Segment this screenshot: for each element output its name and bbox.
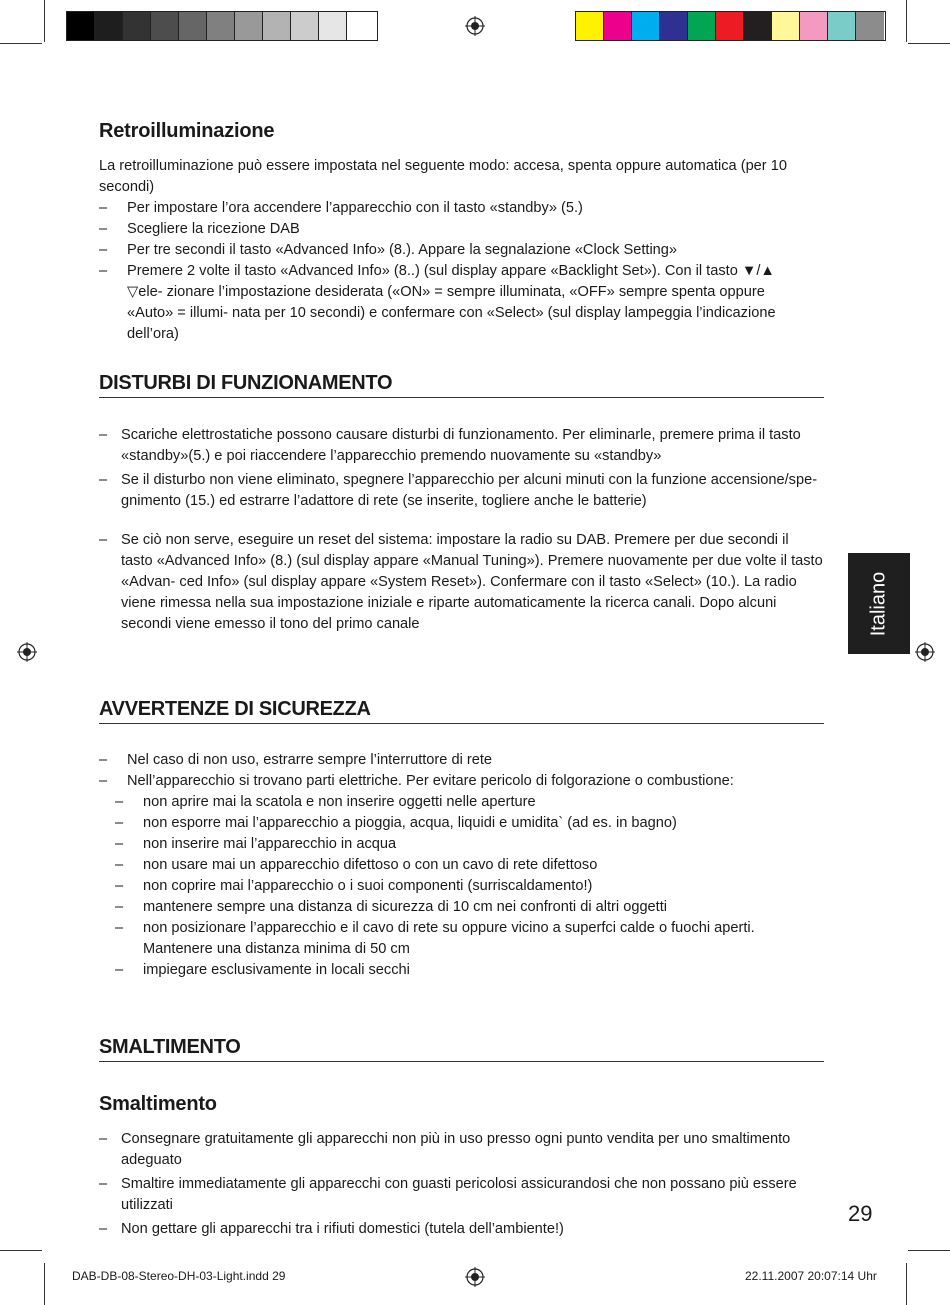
- registration-mark-icon: [17, 642, 37, 662]
- color-swatch: [67, 12, 95, 40]
- troubleshooting-heading: DISTURBI DI FUNZIONAMENTO: [99, 372, 824, 398]
- crop-mark: [0, 43, 42, 44]
- slug-timestamp: 22.11.2007 20:07:14 Uhr: [745, 1269, 877, 1283]
- list-item: – Smaltire immediatamente gli apparecchi con guasti pericolosi assicurandosi che non possano più essere utilizzati: [99, 1174, 799, 1216]
- color-swatch: [688, 12, 716, 40]
- slug-filename: DAB-DB-08-Stereo-DH-03-Light.indd 29: [72, 1269, 286, 1283]
- disposal-section-heading: SMALTIMENTO: [99, 1036, 824, 1062]
- page-number: 29: [848, 1201, 873, 1226]
- grayscale-calibration-bar: [66, 11, 378, 41]
- color-swatch: [716, 12, 744, 40]
- color-swatch: [576, 12, 604, 40]
- color-swatch: [291, 12, 319, 40]
- color-swatch: [660, 12, 688, 40]
- list-item: – Per impostare l’ora accendere l’apparecchio con il tasto «standby» (5.): [99, 198, 811, 219]
- color-swatch: [632, 12, 660, 40]
- crop-mark: [906, 0, 907, 42]
- list-item: – Non gettare gli apparecchi tra i rifiuti domestici (tutela dell’ambiente!): [99, 1219, 799, 1240]
- registration-mark-icon: [915, 642, 935, 662]
- crop-mark: [906, 1263, 907, 1305]
- language-tab-label: Italiano: [867, 571, 890, 636]
- troubleshooting-list: [99, 425, 824, 635]
- list-item: – non posizionare l’apparecchio e il cavo di rete su oppure vicino a superfci calde o fuochi aperti. Mantenere una distanza minima di 50 cm: [99, 918, 763, 960]
- color-swatch: [123, 12, 151, 40]
- list-item: – mantenere sempre una distanza di sicurezza di 10 cm nei confronti di altri oggetti: [99, 897, 824, 918]
- crop-mark: [0, 1250, 42, 1251]
- disposal-list: [99, 1129, 799, 1240]
- crop-mark: [908, 1250, 950, 1251]
- list-item: – non esporre mai l’apparecchio a pioggia, acqua, liquidi e umidita` (ad es. in bagno): [99, 813, 824, 834]
- color-swatch: [856, 12, 884, 40]
- list-item: – non coprire mai l’apparecchio o i suoi componenti (surriscaldamento!): [99, 876, 824, 897]
- crop-mark: [44, 1263, 45, 1305]
- color-swatch: [604, 12, 632, 40]
- color-swatch: [744, 12, 772, 40]
- color-swatch: [347, 12, 375, 40]
- list-item: – Se il disturbo non viene eliminato, spegnere l’apparecchio per alcuni minuti con la funzione accensione/spe- gnimento (15.) ed estrarre l’adattore di rete (se inserite, togliere anche le batterie): [99, 470, 824, 512]
- list-item: – non aprire mai la scatola e non inserire oggetti nelle aperture: [99, 792, 824, 813]
- backlight-heading: Retroilluminazione: [99, 120, 275, 142]
- backlight-list: [99, 198, 811, 345]
- list-item: – Nel caso di non uso, estrarre sempre l’interruttore di rete: [99, 750, 824, 771]
- language-tab: [848, 553, 910, 654]
- color-swatch: [151, 12, 179, 40]
- list-item: – Nell’apparecchio si trovano parti elettriche. Per evitare pericolo di folgorazione o combustione:: [99, 771, 824, 792]
- color-swatch: [95, 12, 123, 40]
- list-item: – non usare mai un apparecchio difettoso o con un cavo di rete difettoso: [99, 855, 824, 876]
- color-swatch: [179, 12, 207, 40]
- color-swatch: [263, 12, 291, 40]
- list-item: – non inserire mai l’apparecchio in acqua: [99, 834, 824, 855]
- registration-mark-icon: [465, 1267, 485, 1287]
- list-item: – impiegare esclusivamente in locali secchi: [99, 960, 824, 981]
- crop-mark: [44, 0, 45, 42]
- list-item: – Se ciò non serve, eseguire un reset del sistema: impostare la radio su DAB. Premere per due secondi il tasto «Advanced Info» (8.) (sul display appare «Manual Tuning»). Premere nuovamente per due volte il tasto «Advan- ced Info» (sul display appare «System Reset»). Confermare con il tasto «Select» (10.). La radio viene rimessa nella sua impostazione iniziale e riparte automaticamente la ricerca canali. Dopo alcuni secondi viene emesso il tono del primo canale: [99, 530, 824, 635]
- color-swatch: [207, 12, 235, 40]
- color-swatch: [772, 12, 800, 40]
- registration-mark-icon: [465, 16, 485, 36]
- disposal-heading: Smaltimento: [99, 1093, 217, 1115]
- safety-list: [99, 750, 824, 981]
- backlight-intro: La retroilluminazione può essere impostata nel seguente modo: accesa, spenta oppure automatica (per 10 secondi): [99, 158, 787, 195]
- safety-heading: AVVERTENZE DI SICUREZZA: [99, 698, 824, 724]
- list-item: – Scegliere la ricezione DAB: [99, 219, 811, 240]
- list-item: – Consegnare gratuitamente gli apparecchi non più in uso presso ogni punto vendita per uno smaltimento adeguato: [99, 1129, 799, 1171]
- color-calibration-bar: [575, 11, 886, 41]
- list-item: – Scariche elettrostatiche possono causare disturbi di funzionamento. Per eliminarle, premere prima il tasto «standby»(5.) e poi riaccendere l’apparecchio premendo nuovamente su «standby»: [99, 425, 824, 467]
- color-swatch: [800, 12, 828, 40]
- color-swatch: [828, 12, 856, 40]
- list-item: – Premere 2 volte il tasto «Advanced Info» (8..) (sul display appare «Backlight Set»). Con il tasto ▼/▲ ▽ele- zionare l’impostazione desiderata («ON» = sempre illuminata, «OFF» sempre spenta oppure «Auto» = illumi- nata per 10 secondi) e confermare con «Select» (sul display lampeggia l’indicazione dell’ora): [99, 261, 811, 345]
- color-swatch: [235, 12, 263, 40]
- crop-mark: [908, 43, 950, 44]
- color-swatch: [319, 12, 347, 40]
- list-item: – Per tre secondi il tasto «Advanced Info» (8.). Appare la segnalazione «Clock Setting»: [99, 240, 811, 261]
